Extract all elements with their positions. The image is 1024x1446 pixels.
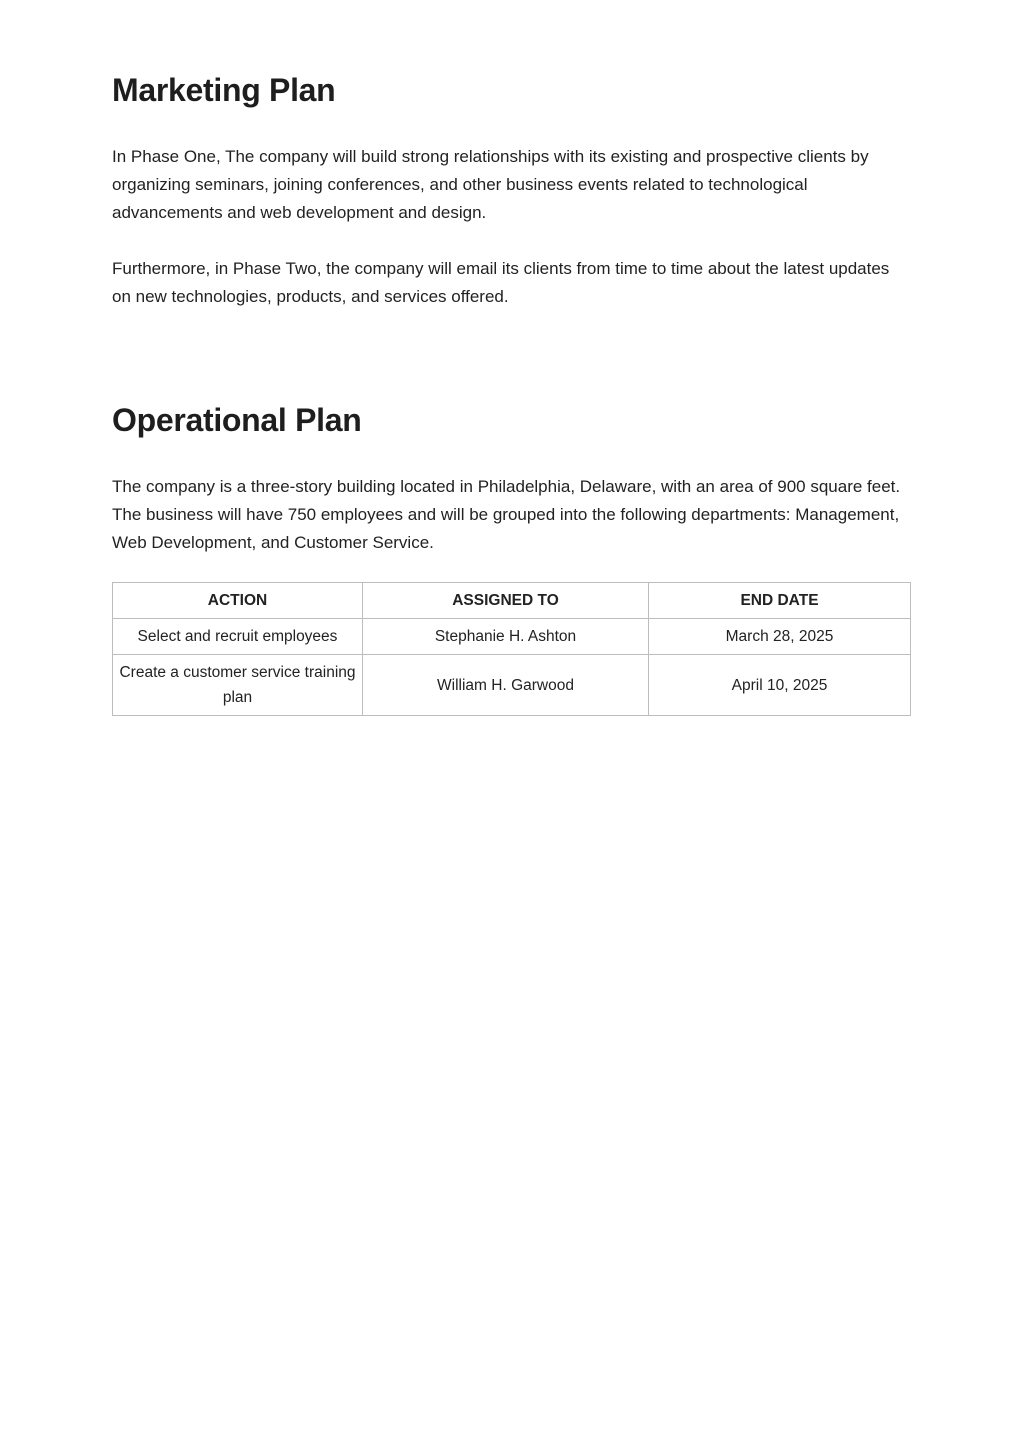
table-cell-action: Select and recruit employees xyxy=(113,619,363,655)
marketing-paragraph-phase-one: In Phase One, The company will build strong relationships with its existing and prospective clients by organizing seminars, joining conferences, and other business events related to technological advancements and web development and design. xyxy=(112,147,869,222)
table-header-row xyxy=(113,583,911,619)
table-cell-end-date: March 28, 2025 xyxy=(649,619,911,655)
table-row xyxy=(113,655,911,716)
operational-paragraph: The company is a three-story building located in Philadelphia, Delaware, with an area of 900 square feet. The business will have 750 employees and will be grouped into the following departments: Management, Web Development, and Customer Service. xyxy=(112,477,901,552)
operational-plan-heading: Operational Plan xyxy=(112,402,362,438)
marketing-plan-heading: Marketing Plan xyxy=(112,72,336,108)
marketing-paragraph-phase-two: Furthermore, in Phase Two, the company will email its clients from time to time about the latest updates on new technologies, products, and services offered. xyxy=(112,259,890,306)
table-cell-action: Create a customer service training plan xyxy=(113,655,363,716)
table-cell-assigned-to: Stephanie H. Ashton xyxy=(363,619,649,655)
operational-plan-table xyxy=(112,582,911,716)
table-row xyxy=(113,619,911,655)
table-header-end-date: END DATE xyxy=(649,583,911,619)
table-cell-end-date: April 10, 2025 xyxy=(649,655,911,716)
table-header-action: ACTION xyxy=(113,583,363,619)
table-header-assigned-to: ASSIGNED TO xyxy=(363,583,649,619)
table-cell-assigned-to: William H. Garwood xyxy=(363,655,649,716)
